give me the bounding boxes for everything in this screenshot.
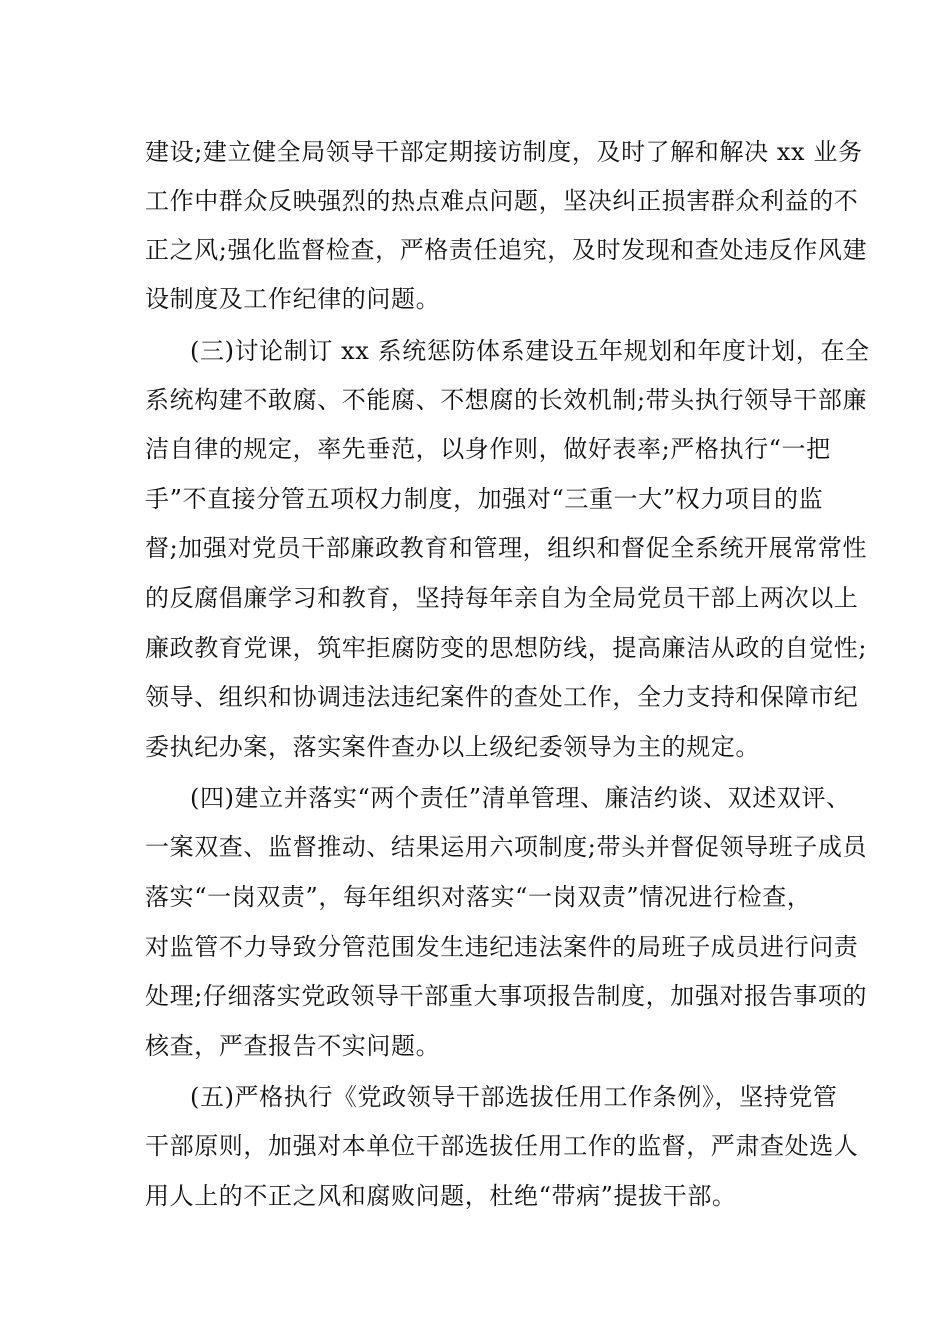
text-line: 洁自律的规定，率先垂范，以身作则，做好表率;严格执行“一把 xyxy=(145,435,831,463)
text-line: 干部原则，加强对本单位干部选拔任用工作的监督，严肃查处选人 xyxy=(145,1132,859,1160)
text-line: 用人上的不正之风和腐败问题，杜绝“带病”提拔干部。 xyxy=(145,1182,737,1210)
text-line: 的反腐倡廉学习和教育，坚持每年亲自为全局党员干部上两次以上 xyxy=(145,584,859,612)
text-line: 委执纪办案，落实案件查办以上级纪委领导为主的规定。 xyxy=(145,733,760,761)
text-line: 正之风;强化监督检查，严格责任追究，及时发现和查处违反作风建 xyxy=(145,236,868,264)
paragraph-heading-line: (五)严格执行《党政领导干部选拔任用工作条例》，坚持党管 xyxy=(190,1083,838,1111)
text-line: 落实“一岗双责”，每年组织对落实“一岗双责”情况进行检查， xyxy=(145,883,812,911)
text-line: 设制度及工作纪律的问题。 xyxy=(145,285,441,313)
text-line: 处理;仔细落实党政领导干部重大事项报告制度，加强对报告事项的 xyxy=(145,982,868,1010)
text-line: 对监管不力导致分管范围发生违纪违法案件的局班子成员进行问责 xyxy=(145,933,859,961)
paragraph-heading-line: (三)讨论制订 xx 系统惩防体系建设五年规划和年度计划，在全 xyxy=(190,337,870,365)
text-line: 手”不直接分管五项权力制度，加强对“三重一大”权力项目的监 xyxy=(145,485,824,513)
text-line: 建设;建立健全局领导干部定期接访制度，及时了解和解决 xx 业务 xyxy=(145,138,863,166)
text-line: 廉政教育党课，筑牢拒腐防变的思想防线，提高廉洁从政的自觉性; xyxy=(145,634,868,662)
text-line: 一案双查、监督推动、结果运用六项制度;带头并督促领导班子成员 xyxy=(145,833,868,861)
text-line: 领导、组织和协调违法违纪案件的查处工作，全力支持和保障市纪 xyxy=(145,683,859,711)
text-line: 核查，严查报告不实问题。 xyxy=(145,1032,441,1060)
text-line: 督;加强对党员干部廉政教育和管理，组织和督促全系统开展常常性 xyxy=(145,534,868,562)
text-line: 工作中群众反映强烈的热点难点问题，坚决纠正损害群众利益的不 xyxy=(145,187,859,215)
text-line: 系统构建不敢腐、不能腐、不想腐的长效机制;带头执行领导干部廉 xyxy=(145,386,868,414)
paragraph-heading-line: (四)建立并落实“两个责任”清单管理、廉洁约谈、双述双评、 xyxy=(190,784,851,812)
